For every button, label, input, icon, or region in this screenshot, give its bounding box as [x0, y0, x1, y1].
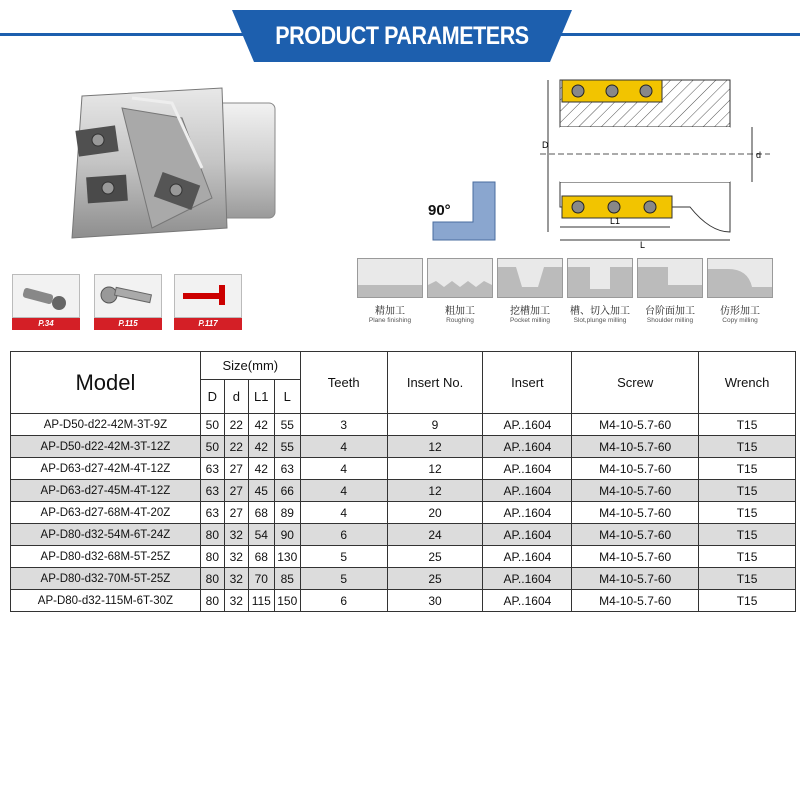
dim-L-label: L: [640, 240, 646, 250]
cell-teeth: 6: [300, 590, 387, 612]
col-model: Model: [11, 352, 201, 414]
col-teeth: Teeth: [300, 352, 387, 414]
cell-L: 66: [274, 480, 300, 502]
mode-en: Pocket milling: [509, 317, 551, 324]
cell-screw: M4-10-5.7-60: [572, 590, 699, 612]
cell-insert-no: 30: [387, 590, 483, 612]
cell-teeth: 4: [300, 458, 387, 480]
cell-wrench: T15: [699, 414, 796, 436]
cell-insert-no: 9: [387, 414, 483, 436]
mode-en: Plane finishing: [368, 317, 412, 324]
cell-L: 90: [274, 524, 300, 546]
cell-d: 27: [224, 480, 248, 502]
col-D: D: [200, 380, 224, 414]
cell-L1: 70: [248, 568, 274, 590]
cell-wrench: T15: [699, 480, 796, 502]
cell-d: 32: [224, 568, 248, 590]
machining-modes: [357, 258, 777, 330]
cell-D: 63: [200, 480, 224, 502]
mode-en: Slot,plunge milling: [573, 317, 627, 324]
cell-D: 63: [200, 502, 224, 524]
cell-wrench: T15: [699, 502, 796, 524]
cell-d: 27: [224, 458, 248, 480]
cell-insert: AP..1604: [483, 568, 572, 590]
cell-D: 80: [200, 590, 224, 612]
mode-zh: 挖槽加工: [510, 306, 550, 317]
table-row: [11, 414, 796, 436]
cell-wrench: T15: [699, 436, 796, 458]
cell-screw: M4-10-5.7-60: [572, 524, 699, 546]
table-row: [11, 524, 796, 546]
page-ref-label: P.117: [174, 318, 242, 330]
accessory-cartridge: [12, 274, 80, 332]
cell-d: 32: [224, 546, 248, 568]
cell-L: 89: [274, 502, 300, 524]
cell-screw: M4-10-5.7-60: [572, 436, 699, 458]
cell-model: AP-D63-d27-45M-4T-12Z: [11, 480, 201, 502]
cell-D: 50: [200, 436, 224, 458]
cell-insert-no: 12: [387, 480, 483, 502]
cell-L1: 42: [248, 414, 274, 436]
cell-teeth: 4: [300, 436, 387, 458]
page-ref-label: P.34: [12, 318, 80, 330]
screw-icon: [94, 274, 162, 318]
mode-zh: 粗加工: [445, 306, 475, 317]
cell-insert: AP..1604: [483, 414, 572, 436]
finishing-icon: [357, 258, 423, 298]
cell-model: AP-D80-d32-115M-6T-30Z: [11, 590, 201, 612]
cell-teeth: 5: [300, 546, 387, 568]
cell-teeth: 4: [300, 480, 387, 502]
col-wrench: Wrench: [699, 352, 796, 414]
cell-L1: 45: [248, 480, 274, 502]
mode-zh: 精加工: [375, 306, 405, 317]
table-row: [11, 458, 796, 480]
mode-item: [707, 258, 773, 330]
col-d: d: [224, 380, 248, 414]
product-photo: [62, 78, 292, 248]
technical-diagram: [520, 72, 780, 252]
cell-insert: AP..1604: [483, 458, 572, 480]
slot-icon: [567, 258, 633, 298]
mode-zh: 仿形加工: [720, 306, 760, 317]
parameter-table: [10, 351, 796, 612]
cell-insert: AP..1604: [483, 480, 572, 502]
col-L: L: [274, 380, 300, 414]
cell-D: 80: [200, 524, 224, 546]
cell-teeth: 5: [300, 568, 387, 590]
cell-insert-no: 12: [387, 458, 483, 480]
table-row: [11, 546, 796, 568]
pocket-icon: [497, 258, 563, 298]
cell-model: AP-D80-d32-68M-5T-25Z: [11, 546, 201, 568]
mode-item: [357, 258, 423, 330]
cell-wrench: T15: [699, 546, 796, 568]
cell-L: 55: [274, 414, 300, 436]
cell-insert-no: 20: [387, 502, 483, 524]
cell-d: 22: [224, 436, 248, 458]
mode-zh: 台阶面加工: [645, 306, 695, 317]
cell-wrench: T15: [699, 590, 796, 612]
page-title: PRODUCT PARAMETERS: [275, 22, 529, 50]
cell-D: 50: [200, 414, 224, 436]
cell-model: AP-D80-d32-54M-6T-24Z: [11, 524, 201, 546]
col-L1: L1: [248, 380, 274, 414]
table-row: [11, 568, 796, 590]
cell-d: 22: [224, 414, 248, 436]
mode-en: Copy milling: [722, 317, 758, 324]
mode-item: [497, 258, 563, 330]
page-ref-label: P.115: [94, 318, 162, 330]
mode-item: [567, 258, 633, 330]
cell-L: 130: [274, 546, 300, 568]
cell-insert: AP..1604: [483, 546, 572, 568]
cell-insert: AP..1604: [483, 590, 572, 612]
cell-insert-no: 24: [387, 524, 483, 546]
cell-D: 80: [200, 568, 224, 590]
col-size: Size(mm): [200, 352, 300, 380]
cell-d: 27: [224, 502, 248, 524]
cell-wrench: T15: [699, 524, 796, 546]
angle-label: 90°: [428, 202, 451, 219]
cell-insert-no: 25: [387, 546, 483, 568]
table-row: [11, 502, 796, 524]
cell-L1: 54: [248, 524, 274, 546]
cell-screw: M4-10-5.7-60: [572, 414, 699, 436]
dim-L1-label: L1: [610, 216, 621, 226]
cell-L1: 115: [248, 590, 274, 612]
cell-screw: M4-10-5.7-60: [572, 480, 699, 502]
cell-teeth: 3: [300, 414, 387, 436]
cell-L: 55: [274, 436, 300, 458]
cell-d: 32: [224, 524, 248, 546]
cell-teeth: 6: [300, 524, 387, 546]
table-row: [11, 436, 796, 458]
cell-wrench: T15: [699, 568, 796, 590]
cell-screw: M4-10-5.7-60: [572, 546, 699, 568]
cell-screw: M4-10-5.7-60: [572, 458, 699, 480]
col-insert: Insert: [483, 352, 572, 414]
mode-en: Roughing: [446, 317, 474, 324]
roughing-icon: [427, 258, 493, 298]
cell-insert: AP..1604: [483, 502, 572, 524]
cell-L: 63: [274, 458, 300, 480]
cell-screw: M4-10-5.7-60: [572, 568, 699, 590]
dim-D-label: D: [542, 140, 549, 150]
cell-teeth: 4: [300, 502, 387, 524]
accessory-wrench: [174, 274, 242, 332]
header-banner: [232, 10, 572, 62]
cell-d: 32: [224, 590, 248, 612]
col-screw: Screw: [572, 352, 699, 414]
mode-item: [427, 258, 493, 330]
cell-insert: AP..1604: [483, 524, 572, 546]
accessory-screw: [94, 274, 162, 332]
cell-wrench: T15: [699, 458, 796, 480]
wrench-icon: [174, 274, 242, 318]
mode-zh: 槽、切入加工: [570, 306, 630, 317]
cell-D: 80: [200, 546, 224, 568]
cartridge-icon: [12, 274, 80, 318]
table-row: [11, 590, 796, 612]
col-insert-no: Insert No.: [387, 352, 483, 414]
cell-screw: M4-10-5.7-60: [572, 502, 699, 524]
cell-L1: 68: [248, 546, 274, 568]
cell-model: AP-D50-d22-42M-3T-12Z: [11, 436, 201, 458]
dim-d-label: d: [756, 150, 762, 160]
cell-L1: 42: [248, 436, 274, 458]
mode-item: [637, 258, 703, 330]
cell-L: 85: [274, 568, 300, 590]
cell-model: AP-D80-d32-70M-5T-25Z: [11, 568, 201, 590]
mode-en: Shoulder milling: [646, 317, 694, 324]
cell-D: 63: [200, 458, 224, 480]
copy-milling-icon: [707, 258, 773, 298]
cell-model: AP-D63-d27-68M-4T-20Z: [11, 502, 201, 524]
cell-insert-no: 12: [387, 436, 483, 458]
cell-model: AP-D50-d22-42M-3T-9Z: [11, 414, 201, 436]
cell-L1: 68: [248, 502, 274, 524]
table-row: [11, 480, 796, 502]
cell-insert: AP..1604: [483, 436, 572, 458]
cell-model: AP-D63-d27-42M-4T-12Z: [11, 458, 201, 480]
cell-L: 150: [274, 590, 300, 612]
cell-L1: 42: [248, 458, 274, 480]
cell-insert-no: 25: [387, 568, 483, 590]
shoulder-icon: [637, 258, 703, 298]
